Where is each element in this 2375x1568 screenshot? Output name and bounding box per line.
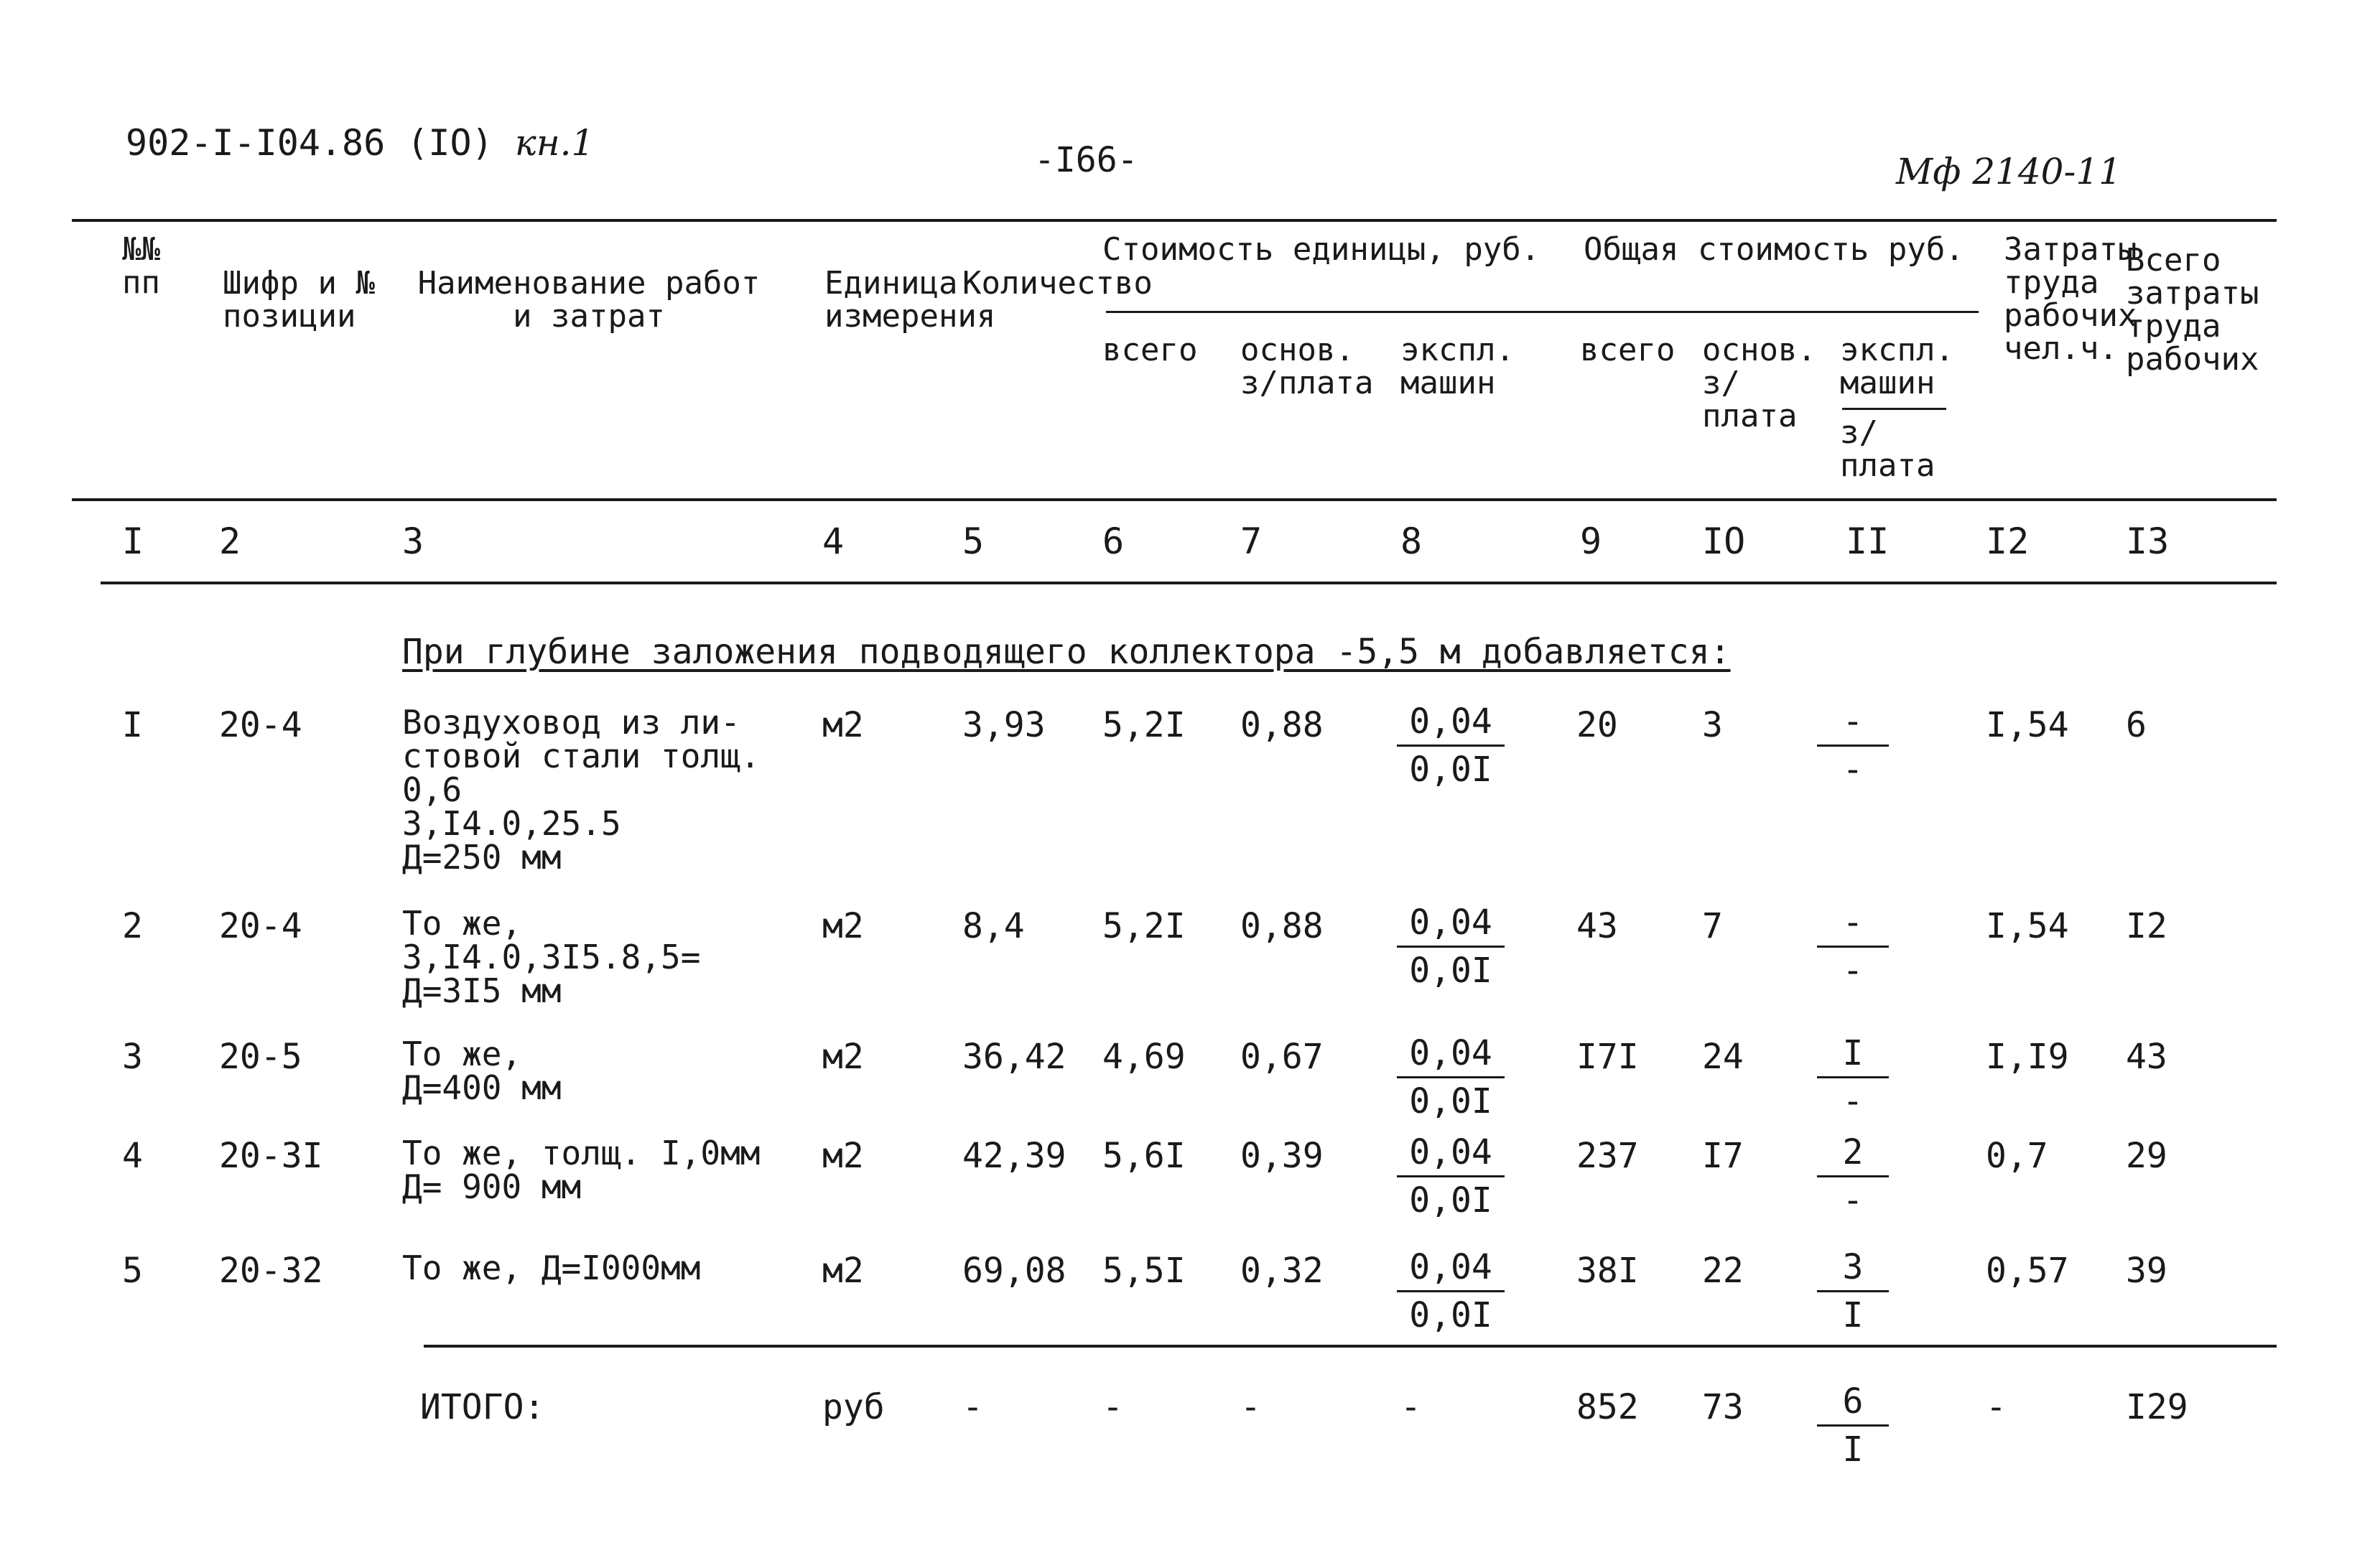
total-wage: 73 xyxy=(1702,1387,1744,1427)
row-total-wage: 24 xyxy=(1702,1037,1744,1077)
row-total-wage: I7 xyxy=(1702,1136,1744,1176)
row-unit-cost: 5,6I xyxy=(1102,1136,1186,1176)
row-name-line: То же, xyxy=(402,904,522,943)
row-labor: 0,57 xyxy=(1986,1251,2069,1291)
column-number: 6 xyxy=(1102,521,1125,562)
row-machine-fraction xyxy=(1817,1030,1889,1124)
row-name-line: 3,I4.0,3I5.8,5= xyxy=(402,938,701,976)
archive-number: Мф 2140-11 xyxy=(1896,151,2121,192)
row-name xyxy=(402,1251,700,1285)
col-header-10: основ. з/плата xyxy=(1702,332,1816,434)
row-total-cost: 237 xyxy=(1576,1136,1639,1176)
row-machine-fraction xyxy=(1817,1244,1889,1338)
header-bottom-rule xyxy=(72,498,2277,501)
column-number: 4 xyxy=(822,521,845,562)
row-unit-machine-fraction-denominator: 0,0I xyxy=(1409,750,1492,790)
row-unit-wage: 0,39 xyxy=(1240,1136,1324,1176)
row-unit-machine-fraction-denominator: 0,0I xyxy=(1409,1180,1492,1221)
row-machine-fraction xyxy=(1817,1129,1889,1223)
row-machine-fraction-denominator: - xyxy=(1842,1081,1864,1121)
total-machine-fraction xyxy=(1817,1378,1889,1473)
document-code-main: 902-I-I04.86 (IO) xyxy=(126,122,493,164)
row-name-line: Д=3I5 мм xyxy=(402,971,562,1010)
total-machine-value: 6 xyxy=(1817,1378,1889,1427)
col-header-5: Количество xyxy=(962,265,1153,302)
row-unit-wage: 0,88 xyxy=(1240,906,1324,946)
unit-cost-group-header: Стоимость единицы, руб. xyxy=(1102,231,1540,268)
row-labor: I,I9 xyxy=(1986,1037,2069,1077)
row-labor: I,54 xyxy=(1986,906,2069,946)
column-number: 8 xyxy=(1400,521,1423,562)
total-machine-wage: I xyxy=(1842,1429,1864,1470)
document-code-book: кн.1 xyxy=(514,122,595,164)
row-total-cost: I7I xyxy=(1576,1037,1639,1077)
row-number: 2 xyxy=(122,906,143,946)
group-header-rule xyxy=(1106,311,1979,313)
column-number: 5 xyxy=(962,521,985,562)
row-unit-machine-fraction-numerator: 0,04 xyxy=(1397,900,1505,948)
row-machine-fraction-numerator: 3 xyxy=(1817,1244,1889,1292)
row-qty: 8,4 xyxy=(962,906,1025,946)
total-labor: - xyxy=(1986,1387,2007,1427)
col-header-11-rule xyxy=(1842,408,1946,410)
total-label: ИТОГО: xyxy=(420,1387,545,1427)
row-labor: I,54 xyxy=(1986,705,2069,745)
row-code: 20-4 xyxy=(219,705,302,745)
row-total-wage: 22 xyxy=(1702,1251,1744,1291)
row-unit-machine-fraction xyxy=(1397,1030,1505,1124)
row-machine-fraction-numerator: 2 xyxy=(1817,1129,1889,1177)
row-code: 20-32 xyxy=(219,1251,323,1291)
row-name-line: Д=250 мм xyxy=(402,838,562,877)
row-unit-wage: 0,88 xyxy=(1240,705,1324,745)
total-unit-machine: - xyxy=(1400,1387,1421,1427)
row-unit-machine-fraction-numerator: 0,04 xyxy=(1397,1129,1505,1177)
total-unit-wage: - xyxy=(1240,1387,1261,1427)
row-name-line: 3,I4.0,25.5 xyxy=(402,804,621,843)
col-header-3: Наименование работ и затрат xyxy=(417,265,761,335)
col-header-7: основ. з/плата xyxy=(1240,332,1374,401)
row-name-line: Д= 900 мм xyxy=(402,1167,582,1206)
table-top-rule xyxy=(72,219,2277,222)
row-unit-machine-fraction-numerator: 0,04 xyxy=(1397,699,1505,747)
column-number: 3 xyxy=(402,521,424,562)
row-unit-machine-fraction-numerator: 0,04 xyxy=(1397,1030,1505,1078)
row-labor-all: 43 xyxy=(2126,1037,2167,1077)
document-code xyxy=(126,122,594,164)
row-name-line: Д=400 мм xyxy=(402,1068,562,1107)
row-machine-fraction-numerator: - xyxy=(1817,699,1889,747)
row-unit: м2 xyxy=(822,1251,864,1291)
row-unit-machine-fraction-numerator: 0,04 xyxy=(1397,1244,1505,1292)
row-machine-fraction-denominator: I xyxy=(1842,1295,1864,1335)
row-unit-machine-fraction xyxy=(1397,1129,1505,1223)
row-total-wage: 7 xyxy=(1702,906,1723,946)
column-number: I2 xyxy=(1986,521,2030,562)
row-unit: м2 xyxy=(822,1037,864,1077)
row-labor-all: 29 xyxy=(2126,1136,2167,1176)
row-name-line: То же, Д=I000мм xyxy=(402,1249,701,1287)
row-number: 5 xyxy=(122,1251,143,1291)
row-total-wage: 3 xyxy=(1702,705,1723,745)
row-unit: м2 xyxy=(822,1136,864,1176)
row-machine-fraction-numerator: I xyxy=(1817,1030,1889,1078)
row-labor-all: 39 xyxy=(2126,1251,2167,1291)
column-number: 7 xyxy=(1240,521,1263,562)
row-labor-all: 6 xyxy=(2126,705,2147,745)
total-unit-cost: - xyxy=(1102,1387,1123,1427)
row-name-line: 0,6 xyxy=(402,770,463,809)
column-number-rule xyxy=(101,582,2277,584)
col-header-11: экспл. машин xyxy=(1840,332,1954,401)
row-machine-fraction-denominator: - xyxy=(1842,1180,1864,1221)
row-unit-machine-fraction xyxy=(1397,1244,1505,1338)
row-unit: м2 xyxy=(822,705,864,745)
total-labor-all: I29 xyxy=(2126,1387,2188,1427)
section-title: При глубине заложения подводящего коллектора -5,5 м добавляется: xyxy=(402,632,1731,672)
row-code: 20-5 xyxy=(219,1037,302,1077)
total-cost: 852 xyxy=(1576,1387,1639,1427)
row-code: 20-3I xyxy=(219,1136,323,1176)
row-name-line: Воздуховод из ли- xyxy=(402,703,740,742)
row-code: 20-4 xyxy=(219,906,302,946)
col-header-11-sub: з/плата xyxy=(1840,414,1935,484)
row-unit-machine-fraction xyxy=(1397,900,1505,994)
row-name-line: То же, xyxy=(402,1035,522,1073)
column-number: I3 xyxy=(2126,521,2170,562)
row-name xyxy=(402,1037,562,1105)
total-rule xyxy=(424,1345,2277,1348)
row-machine-fraction-denominator: - xyxy=(1842,951,1864,991)
row-unit-wage: 0,32 xyxy=(1240,1251,1324,1291)
column-number: IO xyxy=(1702,521,1746,562)
col-header-8: экспл. машин xyxy=(1400,332,1515,401)
total-cost-group-header: Общая стоимость руб. xyxy=(1584,231,1964,268)
col-header-2: Шифр и № позиции xyxy=(223,265,375,335)
row-labor: 0,7 xyxy=(1986,1136,2048,1176)
row-machine-fraction-numerator: - xyxy=(1817,900,1889,948)
row-labor-all: I2 xyxy=(2126,906,2167,946)
row-unit: м2 xyxy=(822,906,864,946)
row-number: 4 xyxy=(122,1136,143,1176)
row-qty: 36,42 xyxy=(962,1037,1066,1077)
row-qty: 3,93 xyxy=(962,705,1046,745)
column-number: 9 xyxy=(1580,521,1602,562)
col-header-9: всего xyxy=(1580,332,1675,368)
total-qty: - xyxy=(962,1387,983,1427)
row-total-cost: 20 xyxy=(1576,705,1618,745)
col-header-4: Единица измерения xyxy=(824,265,996,335)
col-header-1: №№ пп xyxy=(122,231,160,301)
row-number: 3 xyxy=(122,1037,143,1077)
row-name-line: стовой стали толщ. xyxy=(402,737,761,775)
row-number: I xyxy=(122,705,143,745)
col-header-12: Затраты труда рабочих чел.ч. xyxy=(2004,231,2137,367)
row-name xyxy=(402,703,761,877)
row-machine-fraction xyxy=(1817,900,1889,994)
row-unit-cost: 5,2I xyxy=(1102,906,1186,946)
page-number: -I66- xyxy=(1034,140,1138,180)
row-name xyxy=(402,904,701,1010)
row-total-cost: 38I xyxy=(1576,1251,1639,1291)
column-number: 2 xyxy=(219,521,241,562)
row-machine-fraction xyxy=(1817,699,1889,793)
column-number: II xyxy=(1846,521,1890,562)
row-unit-wage: 0,67 xyxy=(1240,1037,1324,1077)
row-unit-machine-fraction xyxy=(1397,699,1505,793)
row-unit-cost: 4,69 xyxy=(1102,1037,1186,1077)
row-unit-cost: 5,5I xyxy=(1102,1251,1186,1291)
row-unit-machine-fraction-denominator: 0,0I xyxy=(1409,1081,1492,1121)
column-number: I xyxy=(122,521,144,562)
row-unit-cost: 5,2I xyxy=(1102,705,1186,745)
total-unit: руб xyxy=(822,1387,885,1427)
row-qty: 42,39 xyxy=(962,1136,1066,1176)
row-machine-fraction-denominator: - xyxy=(1842,750,1864,790)
col-header-6: всего xyxy=(1102,332,1198,368)
row-total-cost: 43 xyxy=(1576,906,1618,946)
row-unit-machine-fraction-denominator: 0,0I xyxy=(1409,951,1492,991)
row-qty: 69,08 xyxy=(962,1251,1066,1291)
row-name xyxy=(402,1134,761,1206)
col-header-13: Всего затраты труда рабочих xyxy=(2126,242,2259,378)
row-unit-machine-fraction-denominator: 0,0I xyxy=(1409,1295,1492,1335)
row-name-line: То же, толщ. I,0мм xyxy=(402,1134,761,1172)
